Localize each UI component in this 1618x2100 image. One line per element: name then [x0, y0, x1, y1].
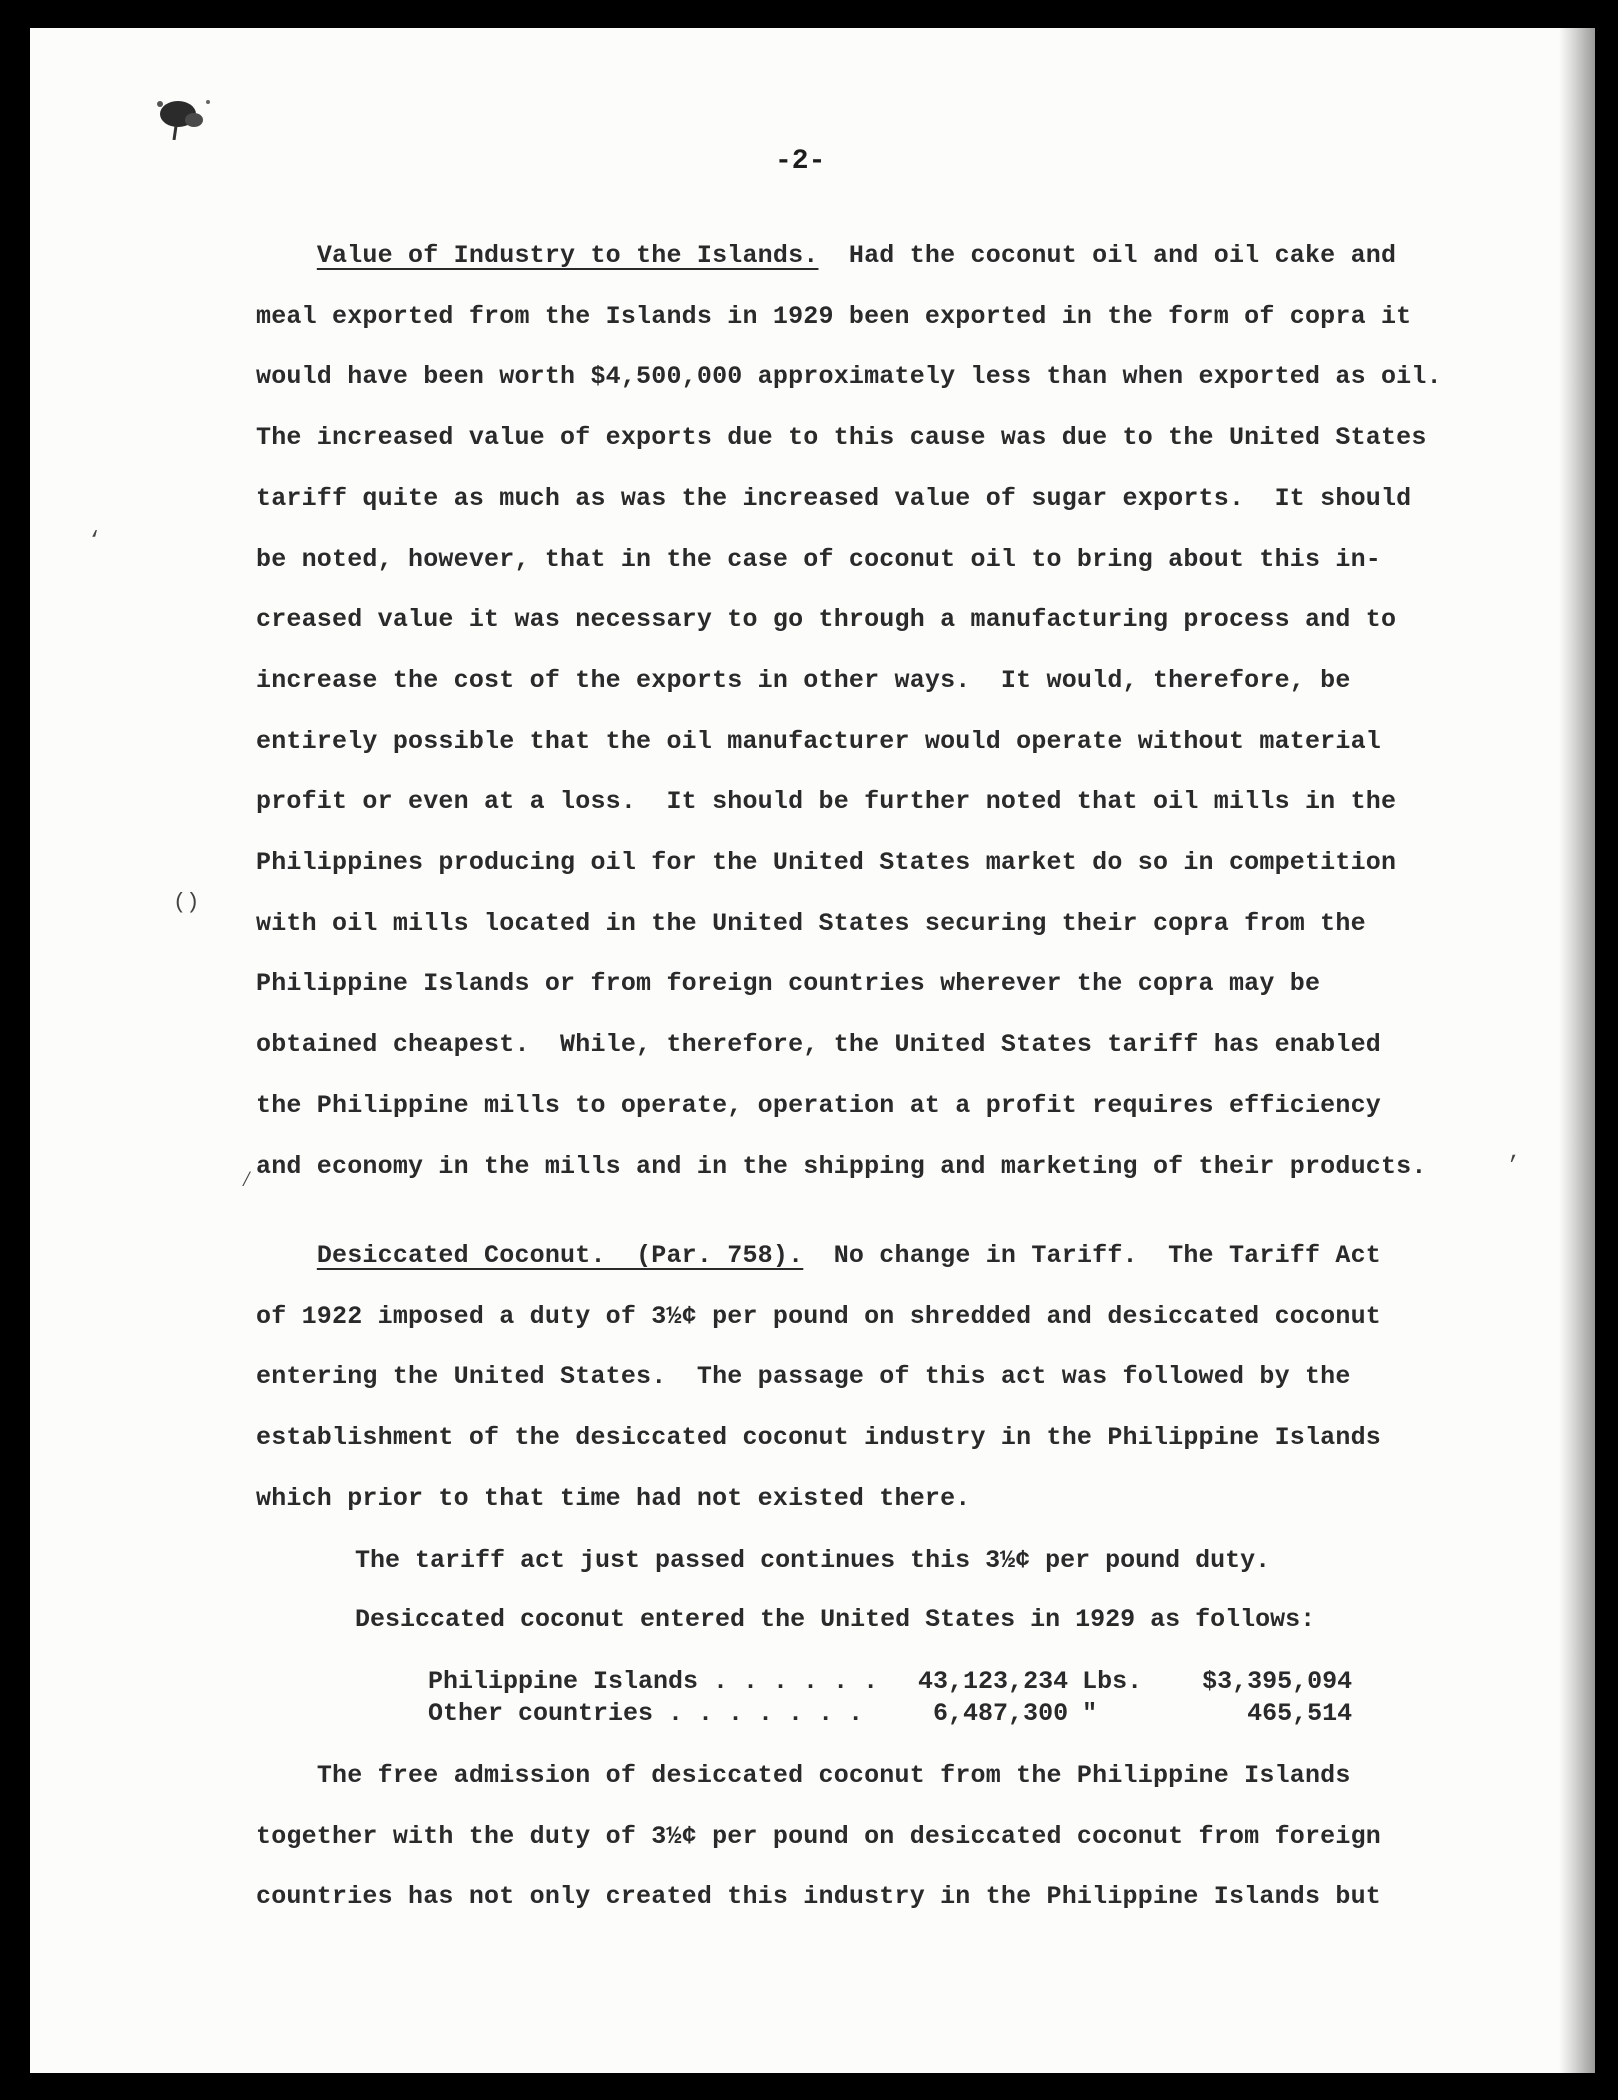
- paragraph-line: increase the cost of the exports in other ways. It would, therefore, be: [256, 665, 1351, 695]
- paragraph-line: the Philippine mills to operate, operation at a profit requires efficiency: [256, 1090, 1381, 1120]
- paragraph-line: together with the duty of 3½¢ per pound on desiccated coconut from foreign: [256, 1821, 1381, 1851]
- table-row: [428, 1698, 1352, 1730]
- stray-mark-icon: ‘: [88, 528, 102, 553]
- page-edge-shadow: [1559, 28, 1595, 2073]
- section-heading: Desiccated Coconut. (Par. 758).: [316, 1241, 804, 1270]
- stray-mark-icon: ⁄: [240, 1168, 254, 1193]
- value-cell: $3,395,094: [1202, 1667, 1353, 1696]
- paragraph-desiccated-coconut: [256, 1226, 1486, 1530]
- paragraph-line: tariff quite as much as was the increased value of sugar exports. It should: [256, 483, 1412, 513]
- document-page: [30, 28, 1595, 2073]
- paragraph-line: countries has not only created this industry in the Philippine Islands but: [256, 1882, 1381, 1912]
- table-row: [428, 1666, 1352, 1698]
- paragraph-line: entirely possible that the oil manufacturer would operate without material: [256, 726, 1381, 756]
- paragraph-line: establishment of the desiccated coconut industry in the Philippine Islands: [256, 1423, 1381, 1453]
- paragraph-line: Value of Industry to the Islands. Had the coconut oil and oil cake and: [316, 241, 1397, 270]
- sentence-tariff-continues: The tariff act just passed continues this 3½¢ per pound duty.: [355, 1546, 1271, 1575]
- value-cell: 465,514: [1247, 1699, 1353, 1728]
- paragraph-line: entering the United States. The passage of this act was followed by the: [256, 1362, 1351, 1392]
- sentence-imports-intro: Desiccated coconut entered the United States in 1929 as follows:: [355, 1605, 1316, 1634]
- quantity-cell: 6,487,300: [933, 1699, 1069, 1728]
- unit-cell: ": [1082, 1699, 1098, 1728]
- paragraph-line: which prior to that time had not existed there.: [256, 1483, 971, 1513]
- paragraph-line: Philippines producing oil for the United States market do so in competition: [256, 848, 1397, 878]
- paragraph-line: Desiccated Coconut. (Par. 758). No change in Tariff. The Tariff Act: [316, 1241, 1381, 1270]
- paragraph-line: meal exported from the Islands in 1929 been exported in the form of copra it: [256, 301, 1412, 331]
- paragraph-line: and economy in the mills and in the shipping and marketing of their products.: [256, 1151, 1427, 1181]
- quantity-cell: 43,123,234: [918, 1667, 1069, 1696]
- paragraph-line: creased value it was necessary to go through a manufacturing process and to: [256, 605, 1397, 635]
- page-number: -2-: [775, 146, 826, 177]
- ink-smudge-mark: [150, 90, 220, 140]
- section-heading: Value of Industry to the Islands.: [316, 241, 819, 270]
- paragraph-line: profit or even at a loss. It should be further noted that oil mills in the: [256, 787, 1397, 817]
- unit-cell: Lbs.: [1082, 1667, 1143, 1696]
- paragraph-line: The increased value of exports due to this cause was due to the United States: [256, 423, 1427, 453]
- paragraph-line: would have been worth $4,500,000 approximately less than when exported as oil.: [256, 362, 1442, 392]
- country-cell: Philippine Islands . . . . . .: [428, 1667, 879, 1696]
- paragraph-line: Philippine Islands or from foreign countries wherever the copra may be: [256, 969, 1321, 999]
- paragraph-line: The free admission of desiccated coconut from the Philippine Islands: [316, 1761, 1351, 1790]
- stray-mark-icon: (): [173, 890, 200, 915]
- paragraph-line: with oil mills located in the United States securing their copra from the: [256, 908, 1366, 938]
- paragraph-line: obtained cheapest. While, therefore, the United States tariff has enabled: [256, 1030, 1381, 1060]
- imports-table: [428, 1666, 1352, 1730]
- paragraph-line: of 1922 imposed a duty of 3½¢ per pound on shredded and desiccated coconut: [256, 1301, 1381, 1331]
- stray-mark-icon: ,: [1508, 1140, 1522, 1165]
- country-cell: Other countries . . . . . . .: [428, 1699, 864, 1728]
- paragraph-line: be noted, however, that in the case of coconut oil to bring about this in-: [256, 544, 1381, 574]
- paragraph-value-of-industry: [256, 226, 1486, 1197]
- paragraph-free-admission: [256, 1746, 1486, 1928]
